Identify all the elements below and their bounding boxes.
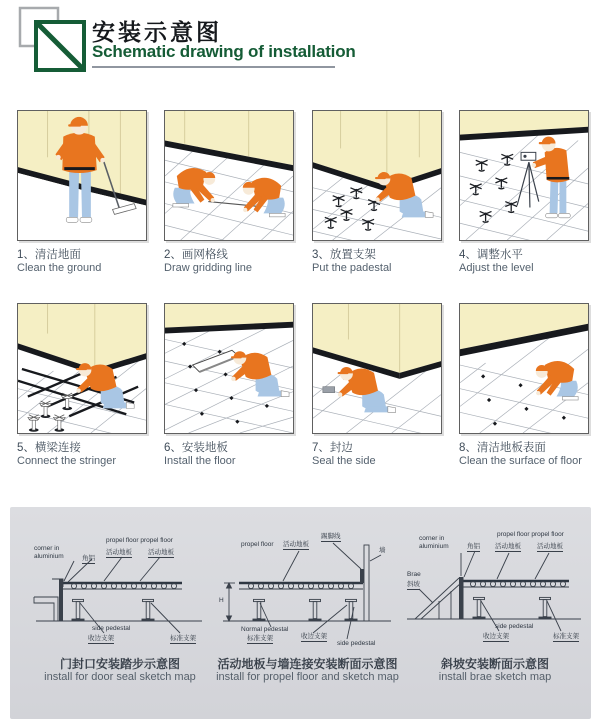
- diagram-caption-en: install brae sketch map: [438, 671, 552, 683]
- page-title-zh: 安装示意图: [92, 19, 222, 45]
- step-title-en: Install the floor: [164, 455, 236, 467]
- label-brae-zh: 斜坡: [407, 581, 420, 588]
- step-number: 6、: [164, 442, 182, 454]
- label-corner-aluminium-en: corner in aluminium: [34, 545, 64, 560]
- step-title-en: Seal the side: [312, 455, 376, 467]
- diagram-brae-caption: [405, 657, 585, 684]
- step-1-caption: [17, 249, 147, 275]
- step-number: 1、: [17, 249, 35, 261]
- step-7-card: [312, 303, 442, 468]
- step-2-card: [164, 110, 294, 275]
- label-propel-floor-en: propel floor propel floor: [497, 531, 564, 538]
- label-wall-zh: 墙: [379, 547, 386, 554]
- label-side-pedestal-en: side pedestal: [92, 625, 131, 632]
- step-3-caption: [312, 249, 442, 275]
- step-1-card: [17, 110, 147, 275]
- step-6-caption: [164, 442, 294, 468]
- label-corner-aluminium-zh: 角铝: [82, 555, 95, 562]
- label-normal-pedestal-zh: 标准支架: [247, 635, 273, 642]
- step-title-zh: 调整水平: [476, 249, 523, 261]
- step-title-en: Clean the surface of floor: [459, 455, 582, 467]
- step-number: 4、: [459, 249, 477, 261]
- label-propel-floor-zh: 活动地板: [106, 549, 132, 556]
- step-title-zh: 清洁地面: [34, 249, 81, 261]
- step-title-zh: 横梁连接: [34, 442, 81, 454]
- diagonal-square-logo: [12, 4, 94, 78]
- diagram-door-seal: [30, 529, 210, 649]
- step-number: 7、: [312, 442, 330, 454]
- step-title-zh: 清洁地板表面: [476, 442, 546, 454]
- step-7-caption: [312, 442, 442, 468]
- label-propel-floor-zh: 活动地板: [495, 543, 521, 550]
- label-brae-en: Brae: [407, 571, 421, 578]
- step-8-caption: [459, 442, 589, 468]
- step-8-illustration: [459, 303, 589, 434]
- label-side-pedestal-en: side pedestal: [495, 623, 534, 630]
- diagram-caption-en: install for propel floor and sketch map: [216, 671, 399, 683]
- step-7-illustration: [312, 303, 442, 434]
- label-corner-aluminium-zh: 角铝: [467, 543, 480, 550]
- label-side-pedestal-en: side pedestal: [337, 640, 376, 647]
- diagram-wall-connection-caption: [210, 657, 405, 684]
- step-title-en: Draw gridding line: [164, 262, 253, 274]
- step-8-card: [459, 303, 589, 468]
- step-5-illustration: [17, 303, 147, 434]
- step-number: 5、: [17, 442, 35, 454]
- label-side-pedestal-zh: 收边支架: [483, 633, 509, 640]
- step-number: 2、: [164, 249, 182, 261]
- diagram-caption-en: install for door seal sketch map: [44, 671, 196, 683]
- diagram-brae: [405, 529, 585, 649]
- step-2-caption: [164, 249, 294, 275]
- step-3-illustration: [312, 110, 442, 241]
- label-propel-floor-zh: 活动地板: [537, 543, 563, 550]
- step-4-caption: [459, 249, 589, 275]
- label-corner-aluminium-en: corner in aluminium: [419, 535, 449, 550]
- label-standard-pedestal-zh: 标准支架: [553, 633, 579, 640]
- step-number: 8、: [459, 442, 477, 454]
- technical-diagrams-panel: [10, 507, 591, 719]
- label-normal-pedestal-en: Normal pedestal: [241, 626, 289, 633]
- label-standard-pedestal-zh: 标准支架: [170, 635, 196, 642]
- page-title-en: Schematic drawing of installation: [92, 42, 356, 61]
- diagram-caption-zh: 门封口安装踏步示意图: [59, 657, 180, 671]
- step-title-en: Adjust the level: [459, 262, 534, 274]
- label-side-pedestal-zh: 收边支架: [301, 633, 327, 640]
- diagram-caption-zh: 斜坡安装断面示意图: [440, 657, 549, 671]
- label-skirting-zh: 踢脚线: [321, 533, 341, 540]
- step-3-card: [312, 110, 442, 275]
- diagram-caption-zh: 活动地板与墙连接安装断面示意图: [217, 657, 398, 671]
- step-title-zh: 放置支架: [329, 249, 376, 261]
- label-propel-floor-en: propel floor: [241, 541, 274, 548]
- step-5-card: [17, 303, 147, 468]
- step-title-zh: 安装地板: [181, 442, 228, 454]
- step-title-en: Put the padestal: [312, 262, 392, 274]
- label-propel-floor-en: propel floor propel floor: [106, 537, 173, 544]
- diagram-door-seal-caption: [30, 657, 210, 684]
- step-5-caption: [17, 442, 147, 468]
- step-4-illustration: [459, 110, 589, 241]
- label-height-dimension: H: [219, 597, 224, 604]
- step-4-card: [459, 110, 589, 275]
- diagram-wall-connection: [215, 529, 400, 649]
- step-1-illustration: [17, 110, 147, 241]
- title-underline: [92, 66, 335, 68]
- label-side-pedestal-zh: 收边支架: [88, 635, 114, 642]
- step-number: 3、: [312, 249, 330, 261]
- step-6-card: [164, 303, 294, 468]
- label-propel-floor-zh: 活动地板: [283, 541, 309, 548]
- step-title-zh: 封边: [329, 442, 353, 454]
- label-propel-floor-zh: 活动地板: [148, 549, 174, 556]
- step-title-en: Clean the ground: [17, 262, 102, 274]
- step-2-illustration: [164, 110, 294, 241]
- step-title-zh: 画网格线: [181, 249, 228, 261]
- step-title-en: Connect the stringer: [17, 455, 117, 467]
- step-6-illustration: [164, 303, 294, 434]
